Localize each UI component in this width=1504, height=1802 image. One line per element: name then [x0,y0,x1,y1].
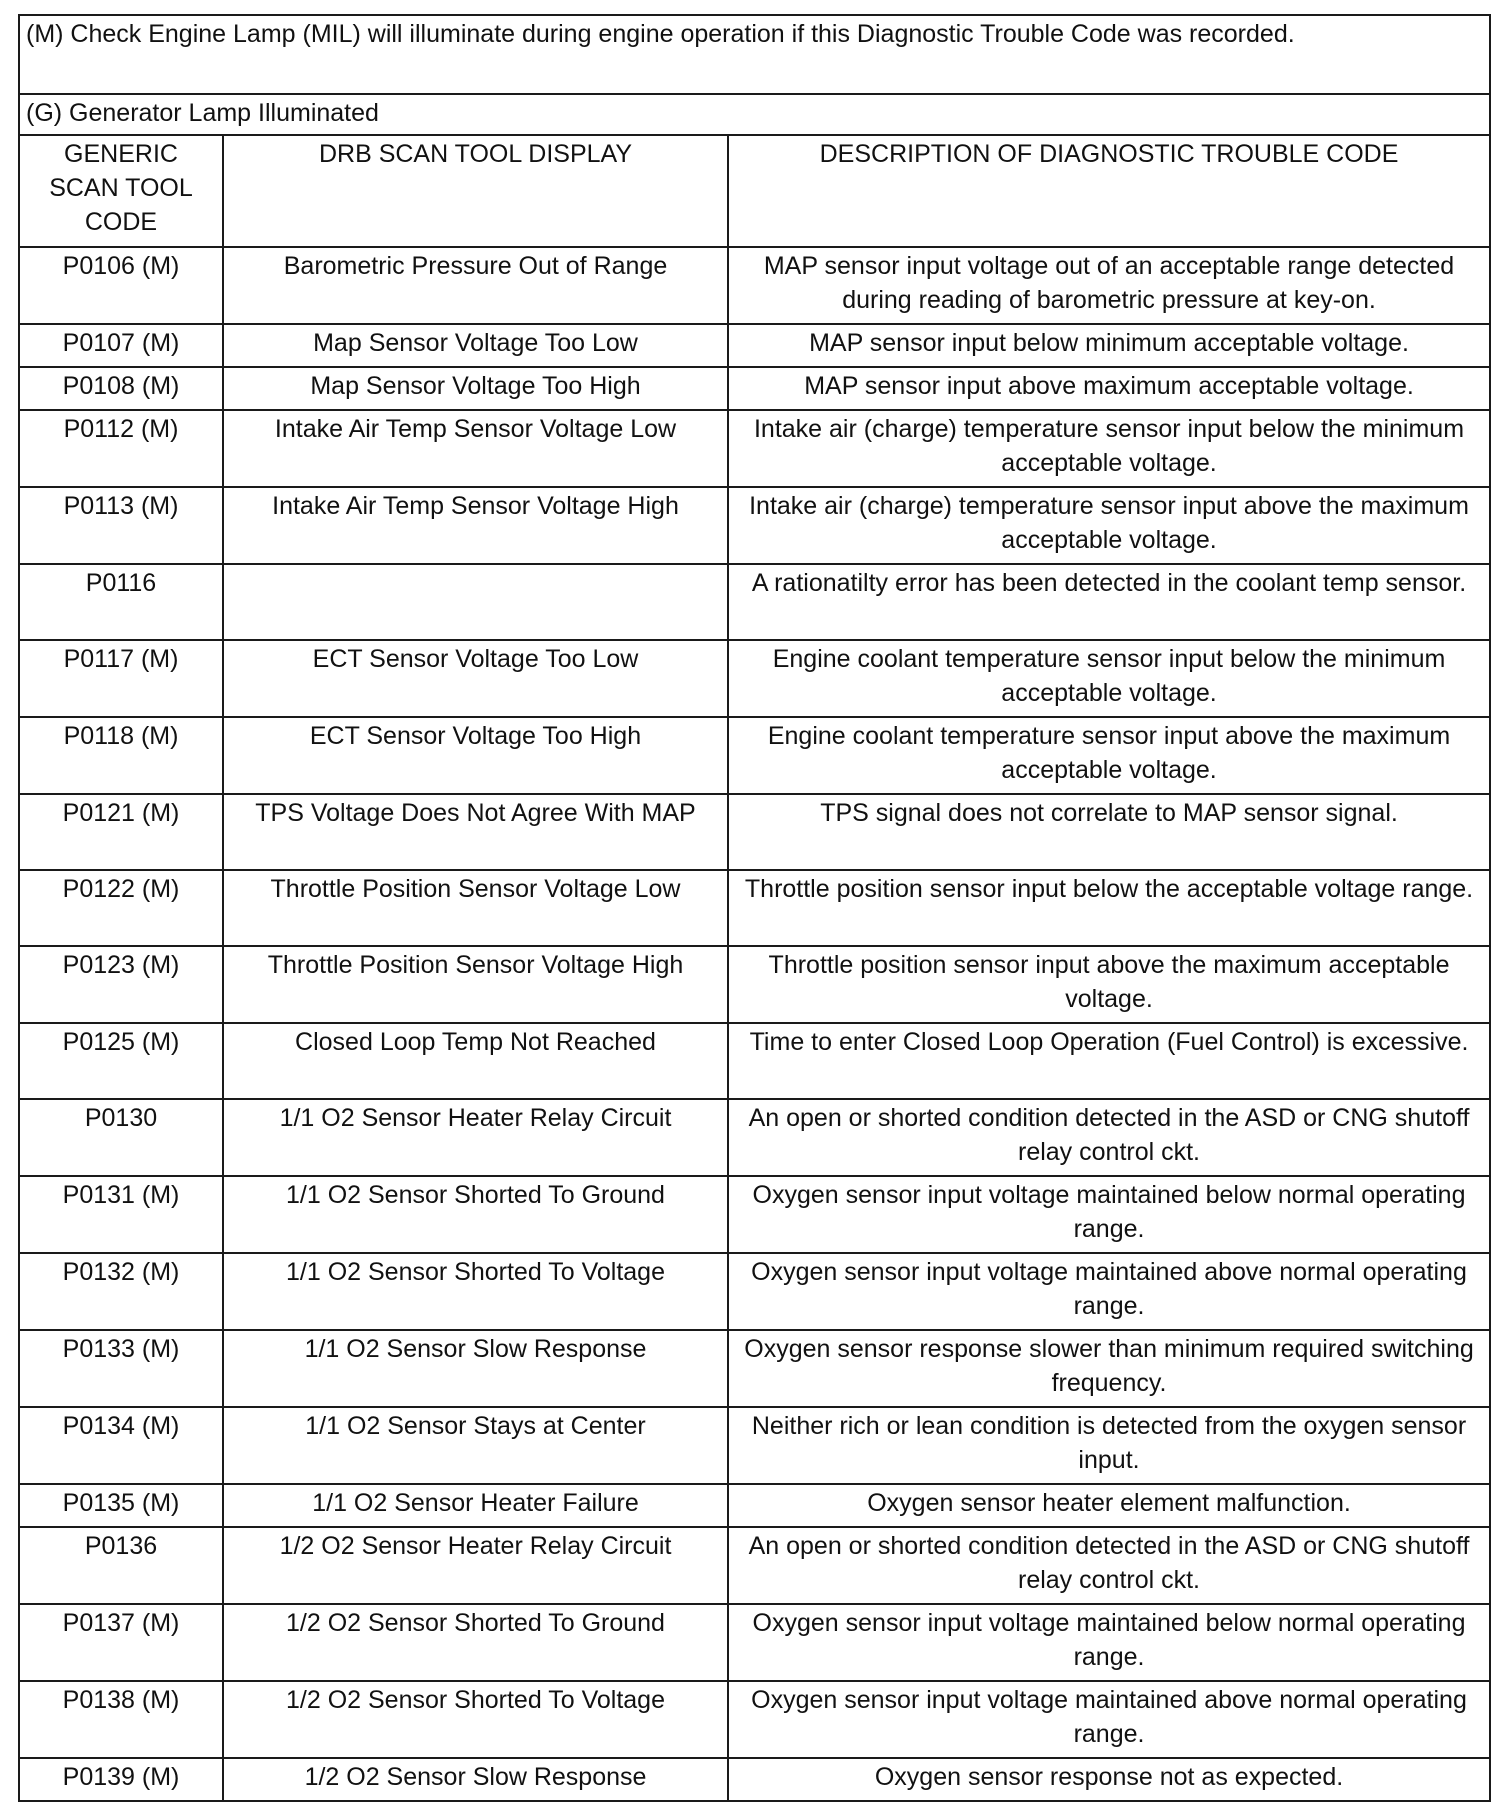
dtc-description: Neither rich or lean condition is detected from the oxygen sensor input. [728,1407,1490,1484]
drb-display: 1/1 O2 Sensor Shorted To Voltage [223,1253,728,1330]
table-row [19,367,1490,410]
mil-note: (M) Check Engine Lamp (MIL) will illuminate during engine operation if this Diagnostic Trouble Code was recorded. [19,15,1490,94]
dtc-description: Throttle position sensor input below the acceptable voltage range. [728,870,1490,946]
table-row [19,1176,1490,1253]
dtc-description: Oxygen sensor input voltage maintained above normal operating range. [728,1253,1490,1330]
header-drb-display: DRB SCAN TOOL DISPLAY [223,135,728,247]
dtc-description: Oxygen sensor heater element malfunction. [728,1484,1490,1527]
table-row [19,487,1490,564]
dtc-code: P0139 (M) [19,1758,223,1801]
table-row [19,794,1490,870]
dtc-code: P0136 [19,1527,223,1604]
table-row [19,1099,1490,1176]
dtc-description: MAP sensor input voltage out of an acceptable range detected during reading of barometric pressure at key-on. [728,247,1490,324]
drb-display: Barometric Pressure Out of Range [223,247,728,324]
dtc-description: TPS signal does not correlate to MAP sensor signal. [728,794,1490,870]
table-row [19,564,1490,640]
table-row [19,870,1490,946]
dtc-description: Oxygen sensor input voltage maintained below normal operating range. [728,1176,1490,1253]
table-row [19,1253,1490,1330]
drb-display: 1/2 O2 Sensor Slow Response [223,1758,728,1801]
header-generic-code: GENERIC SCAN TOOL CODE [19,135,223,247]
table-row [19,1681,1490,1758]
dtc-description: Oxygen sensor input voltage maintained above normal operating range. [728,1681,1490,1758]
drb-display [223,564,728,640]
dtc-code: P0107 (M) [19,324,223,367]
dtc-description: Throttle position sensor input above the maximum acceptable voltage. [728,946,1490,1023]
header-description: DESCRIPTION OF DIAGNOSTIC TROUBLE CODE [728,135,1490,247]
dtc-code: P0137 (M) [19,1604,223,1681]
dtc-code: P0138 (M) [19,1681,223,1758]
note-row [19,94,1490,135]
dtc-description: A rationatilty error has been detected in the coolant temp sensor. [728,564,1490,640]
dtc-code: P0125 (M) [19,1023,223,1099]
table-row [19,1527,1490,1604]
drb-display: Map Sensor Voltage Too High [223,367,728,410]
dtc-code: P0131 (M) [19,1176,223,1253]
drb-display: Map Sensor Voltage Too Low [223,324,728,367]
drb-display: Closed Loop Temp Not Reached [223,1023,728,1099]
dtc-code: P0132 (M) [19,1253,223,1330]
table-row [19,1604,1490,1681]
dtc-code: P0118 (M) [19,717,223,794]
table-row [19,1023,1490,1099]
dtc-description: An open or shorted condition detected in the ASD or CNG shutoff relay control ckt. [728,1099,1490,1176]
dtc-code: P0106 (M) [19,247,223,324]
dtc-description: Time to enter Closed Loop Operation (Fuel Control) is excessive. [728,1023,1490,1099]
drb-display: ECT Sensor Voltage Too High [223,717,728,794]
dtc-description: Oxygen sensor response not as expected. [728,1758,1490,1801]
dtc-description: Oxygen sensor response slower than minimum required switching frequency. [728,1330,1490,1407]
dtc-description: Intake air (charge) temperature sensor input below the minimum acceptable voltage. [728,410,1490,487]
dtc-code: P0134 (M) [19,1407,223,1484]
drb-display: 1/2 O2 Sensor Shorted To Ground [223,1604,728,1681]
drb-display: Intake Air Temp Sensor Voltage High [223,487,728,564]
table-row [19,1407,1490,1484]
dtc-code: P0117 (M) [19,640,223,717]
dtc-description: Engine coolant temperature sensor input above the maximum acceptable voltage. [728,717,1490,794]
dtc-code: P0122 (M) [19,870,223,946]
dtc-description: MAP sensor input below minimum acceptable voltage. [728,324,1490,367]
drb-display: 1/1 O2 Sensor Heater Relay Circuit [223,1099,728,1176]
table-row [19,324,1490,367]
table-row [19,410,1490,487]
table-row [19,1484,1490,1527]
drb-display: 1/1 O2 Sensor Heater Failure [223,1484,728,1527]
dtc-code: P0113 (M) [19,487,223,564]
dtc-code: P0133 (M) [19,1330,223,1407]
dtc-table [18,14,1491,1802]
drb-display: 1/2 O2 Sensor Heater Relay Circuit [223,1527,728,1604]
dtc-code: P0130 [19,1099,223,1176]
drb-display: 1/2 O2 Sensor Shorted To Voltage [223,1681,728,1758]
dtc-description: An open or shorted condition detected in the ASD or CNG shutoff relay control ckt. [728,1527,1490,1604]
dtc-code: P0112 (M) [19,410,223,487]
dtc-code: P0108 (M) [19,367,223,410]
drb-display: 1/1 O2 Sensor Stays at Center [223,1407,728,1484]
dtc-description: MAP sensor input above maximum acceptable voltage. [728,367,1490,410]
dtc-code: P0135 (M) [19,1484,223,1527]
table-row [19,946,1490,1023]
dtc-code: P0116 [19,564,223,640]
table-row [19,247,1490,324]
dtc-description: Intake air (charge) temperature sensor input above the maximum acceptable voltage. [728,487,1490,564]
table-row [19,640,1490,717]
header-row [19,135,1490,247]
generator-note: (G) Generator Lamp Illuminated [19,94,1490,135]
dtc-description: Oxygen sensor input voltage maintained below normal operating range. [728,1604,1490,1681]
drb-display: ECT Sensor Voltage Too Low [223,640,728,717]
dtc-code: P0121 (M) [19,794,223,870]
dtc-description: Engine coolant temperature sensor input below the minimum acceptable voltage. [728,640,1490,717]
table-row [19,1758,1490,1801]
note-row [19,15,1490,94]
drb-display: Throttle Position Sensor Voltage Low [223,870,728,946]
dtc-code: P0123 (M) [19,946,223,1023]
drb-display: 1/1 O2 Sensor Slow Response [223,1330,728,1407]
drb-display: Intake Air Temp Sensor Voltage Low [223,410,728,487]
drb-display: TPS Voltage Does Not Agree With MAP [223,794,728,870]
drb-display: Throttle Position Sensor Voltage High [223,946,728,1023]
table-row [19,1330,1490,1407]
table-row [19,717,1490,794]
drb-display: 1/1 O2 Sensor Shorted To Ground [223,1176,728,1253]
